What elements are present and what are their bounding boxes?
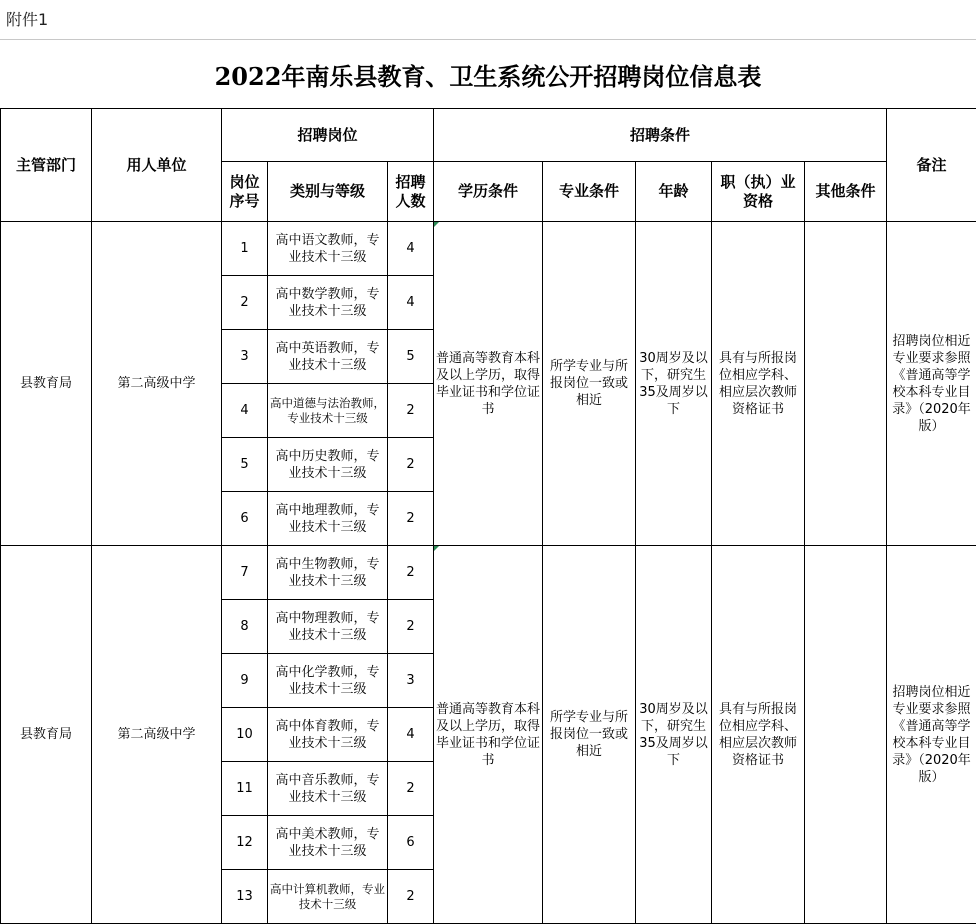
count-cell: 2 — [388, 762, 434, 816]
seq-cell: 7 — [222, 546, 268, 600]
table-row — [1, 546, 976, 600]
major-cell: 所学专业与所报岗位一致或相近 — [543, 546, 636, 924]
count-cell: 6 — [388, 816, 434, 870]
seq-cell: 5 — [222, 438, 268, 492]
seq-cell: 10 — [222, 708, 268, 762]
seq-cell: 4 — [222, 384, 268, 438]
age-cell: 30周岁及以下，研究生35及周岁以下 — [636, 222, 712, 546]
seq-cell: 2 — [222, 276, 268, 330]
header-education: 学历条件 — [434, 162, 543, 222]
category-cell: 高中语文教师，专业技术十三级 — [268, 222, 388, 276]
header-major: 专业条件 — [543, 162, 636, 222]
header-count: 招聘人数 — [388, 162, 434, 222]
remarks-cell: 招聘岗位相近专业要求参照《普通高等学校本科专业目录》（2020年版） — [887, 222, 976, 546]
dept-cell: 县教育局 — [1, 546, 92, 924]
seq-cell: 3 — [222, 330, 268, 384]
category-cell: 高中体育教师，专业技术十三级 — [268, 708, 388, 762]
count-cell: 4 — [388, 222, 434, 276]
seq-cell: 6 — [222, 492, 268, 546]
category-cell: 高中生物教师，专业技术十三级 — [268, 546, 388, 600]
category-cell: 高中计算机教师，专业技术十三级 — [268, 870, 388, 924]
recruitment-table — [0, 108, 976, 924]
qualification-cell: 具有与所报岗位相应学科、相应层次教师资格证书 — [712, 222, 805, 546]
count-cell: 3 — [388, 654, 434, 708]
category-cell: 高中英语教师，专业技术十三级 — [268, 330, 388, 384]
header-conditions-group: 招聘条件 — [434, 109, 887, 162]
seq-cell: 11 — [222, 762, 268, 816]
count-cell: 2 — [388, 870, 434, 924]
count-cell: 4 — [388, 708, 434, 762]
count-cell: 4 — [388, 276, 434, 330]
remarks-cell: 招聘岗位相近专业要求参照《普通高等学校本科专业目录》（2020年版） — [887, 546, 976, 924]
table-row — [1, 222, 976, 276]
category-cell: 高中历史教师，专业技术十三级 — [268, 438, 388, 492]
major-cell: 所学专业与所报岗位一致或相近 — [543, 222, 636, 546]
header-qualification: 职（执）业资格 — [712, 162, 805, 222]
category-cell: 高中化学教师，专业技术十三级 — [268, 654, 388, 708]
seq-cell: 8 — [222, 600, 268, 654]
seq-cell: 13 — [222, 870, 268, 924]
header-seq: 岗位序号 — [222, 162, 268, 222]
category-cell: 高中地理教师，专业技术十三级 — [268, 492, 388, 546]
category-cell: 高中音乐教师，专业技术十三级 — [268, 762, 388, 816]
count-cell: 5 — [388, 330, 434, 384]
header-unit: 用人单位 — [92, 109, 222, 222]
other-cell — [805, 222, 887, 546]
header-age: 年龄 — [636, 162, 712, 222]
seq-cell: 12 — [222, 816, 268, 870]
age-cell: 30周岁及以下，研究生35及周岁以下 — [636, 546, 712, 924]
count-cell: 2 — [388, 438, 434, 492]
education-cell: 普通高等教育本科及以上学历，取得毕业证书和学位证书 — [434, 546, 543, 924]
header-dept: 主管部门 — [1, 109, 92, 222]
page-title: 2022年南乐县教育、卫生系统公开招聘岗位信息表 — [214, 61, 762, 91]
header-remarks: 备注 — [887, 109, 976, 222]
unit-cell: 第二高级中学 — [92, 222, 222, 546]
category-cell: 高中美术教师，专业技术十三级 — [268, 816, 388, 870]
seq-cell: 1 — [222, 222, 268, 276]
count-cell: 2 — [388, 600, 434, 654]
seq-cell: 9 — [222, 654, 268, 708]
category-cell: 高中数学教师，专业技术十三级 — [268, 276, 388, 330]
dept-cell: 县教育局 — [1, 222, 92, 546]
qualification-cell: 具有与所报岗位相应学科、相应层次教师资格证书 — [712, 546, 805, 924]
count-cell: 2 — [388, 492, 434, 546]
other-cell — [805, 546, 887, 924]
category-cell: 高中道德与法治教师，专业技术十三级 — [268, 384, 388, 438]
count-cell: 2 — [388, 546, 434, 600]
header-other: 其他条件 — [805, 162, 887, 222]
header-category: 类别与等级 — [268, 162, 388, 222]
unit-cell: 第二高级中学 — [92, 546, 222, 924]
count-cell: 2 — [388, 384, 434, 438]
header-post-group: 招聘岗位 — [222, 109, 434, 162]
attachment-label: 附件1 — [0, 0, 976, 40]
education-cell: 普通高等教育本科及以上学历，取得毕业证书和学位证书 — [434, 222, 543, 546]
category-cell: 高中物理教师，专业技术十三级 — [268, 600, 388, 654]
